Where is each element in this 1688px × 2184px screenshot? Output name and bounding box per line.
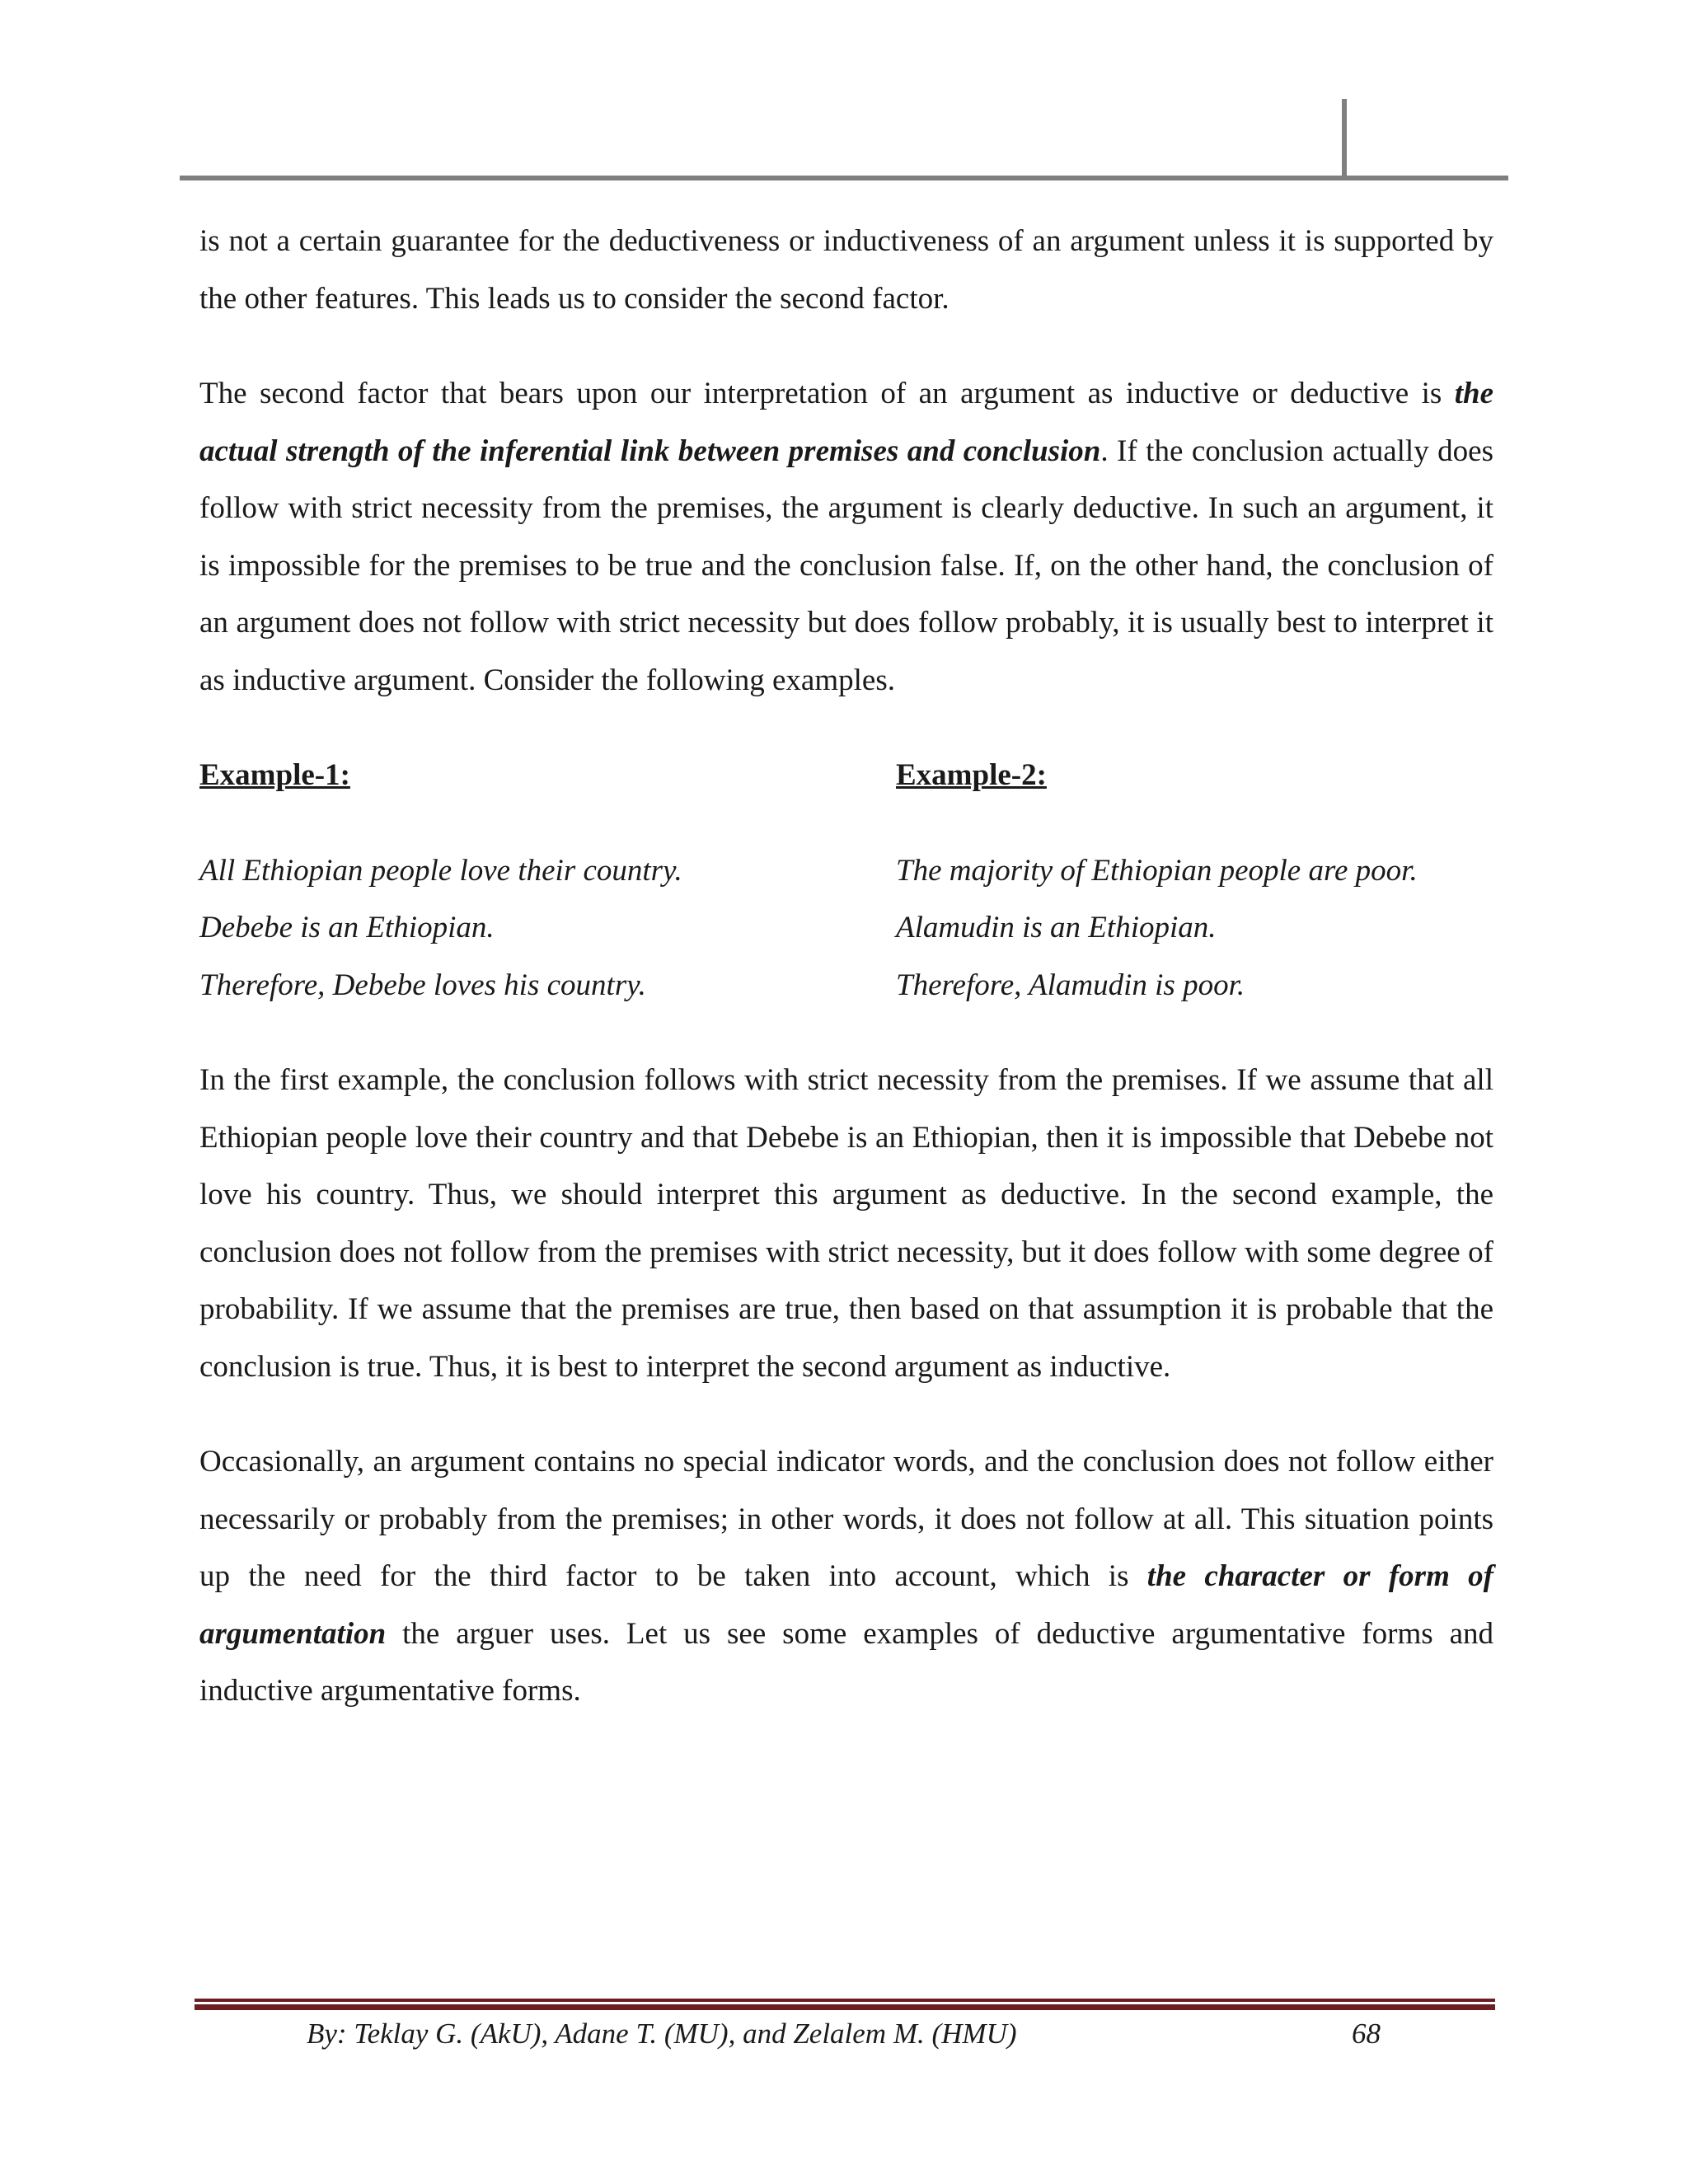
paragraph-4-emphasis: the character or form of argumentation — [199, 1559, 1493, 1651]
example-1 — [199, 747, 896, 1014]
paragraph-2-emphasis: the actual strength of the inferential link between premises and conclusion — [199, 377, 1493, 468]
example-1-heading: Example-1: — [199, 758, 350, 792]
paragraph-3: In the first example, the conclusion follows with strict necessity from the premises. If we assume that all Ethiopian people love their country and that Debebe is an Ethiopian, then it is impossible that Debebe not love his country. Thus, we should interpret this argument as deductive. In the second example, the conclusion does not follow from the premises with strict necessity, but it does follow with some degree of probability. If we assume that the premises are true, then based on that assumption it is probable that the conclusion is true. Thus, it is best to interpret the second argument as inductive. — [199, 1063, 1493, 1384]
paragraph-2-text-c: . If the conclusion actually does follow with strict necessity from the premises, the argument is clearly deductive. In such an argument, it is impossible for the premises to be true and the conclusion false. If, on the other hand, the conclusion of an argument does not follow with strict necessity but does follow probably, it is usually best to interpret it as inductive argument. Consider the following examples. — [199, 434, 1494, 697]
paragraph-4-text-a: Occasionally, an argument contains no special indicator words, and the conclusion does not follow either necessarily or probably from the premises; in other words, it does not follow at all. This situation points up the need for the third factor to be taken into account, which is — [199, 1445, 1493, 1593]
example-2 — [896, 747, 1493, 1014]
header-vertical-rule — [1342, 99, 1347, 178]
example-2-conclusion: Therefore, Alamudin is poor. — [896, 968, 1245, 1002]
paragraph-2 — [199, 365, 1493, 709]
footer-authors: By: Teklay G. (AkU), Adane T. (MU), and Zelalem M. (HMU) — [307, 2018, 1017, 2050]
paragraph-4 — [199, 1433, 1493, 1720]
example-2-heading: Example-2: — [896, 758, 1047, 792]
paragraph-2-text-a: The second factor that bears upon our interpretation of an argument as inductive or deductive is — [199, 377, 1455, 410]
paragraph-1: is not a certain guarantee for the deductiveness or inductiveness of an argument unless it is supported by the other features. This leads us to consider the second factor. — [199, 224, 1493, 316]
header-rule — [180, 176, 1508, 180]
footer-rule-thick — [195, 2004, 1495, 2010]
footer-rule-thin — [195, 1999, 1495, 2002]
example-1-premise-1: All Ethiopian people love their country. — [199, 853, 682, 888]
paragraph-4-text-c: the arguer uses. Let us see some examples of deductive argumentative forms and inductive argumentative forms. — [199, 1616, 1493, 1708]
page-body — [199, 213, 1493, 1720]
example-2-premise-2: Alamudin is an Ethiopian. — [896, 911, 1217, 944]
example-1-premise-2: Debebe is an Ethiopian. — [199, 911, 495, 944]
example-1-conclusion: Therefore, Debebe loves his country. — [199, 968, 646, 1002]
example-2-premise-1: The majority of Ethiopian people are poor. — [896, 853, 1418, 888]
examples-section — [199, 747, 1493, 1014]
page-number: 68 — [1352, 2018, 1381, 2050]
